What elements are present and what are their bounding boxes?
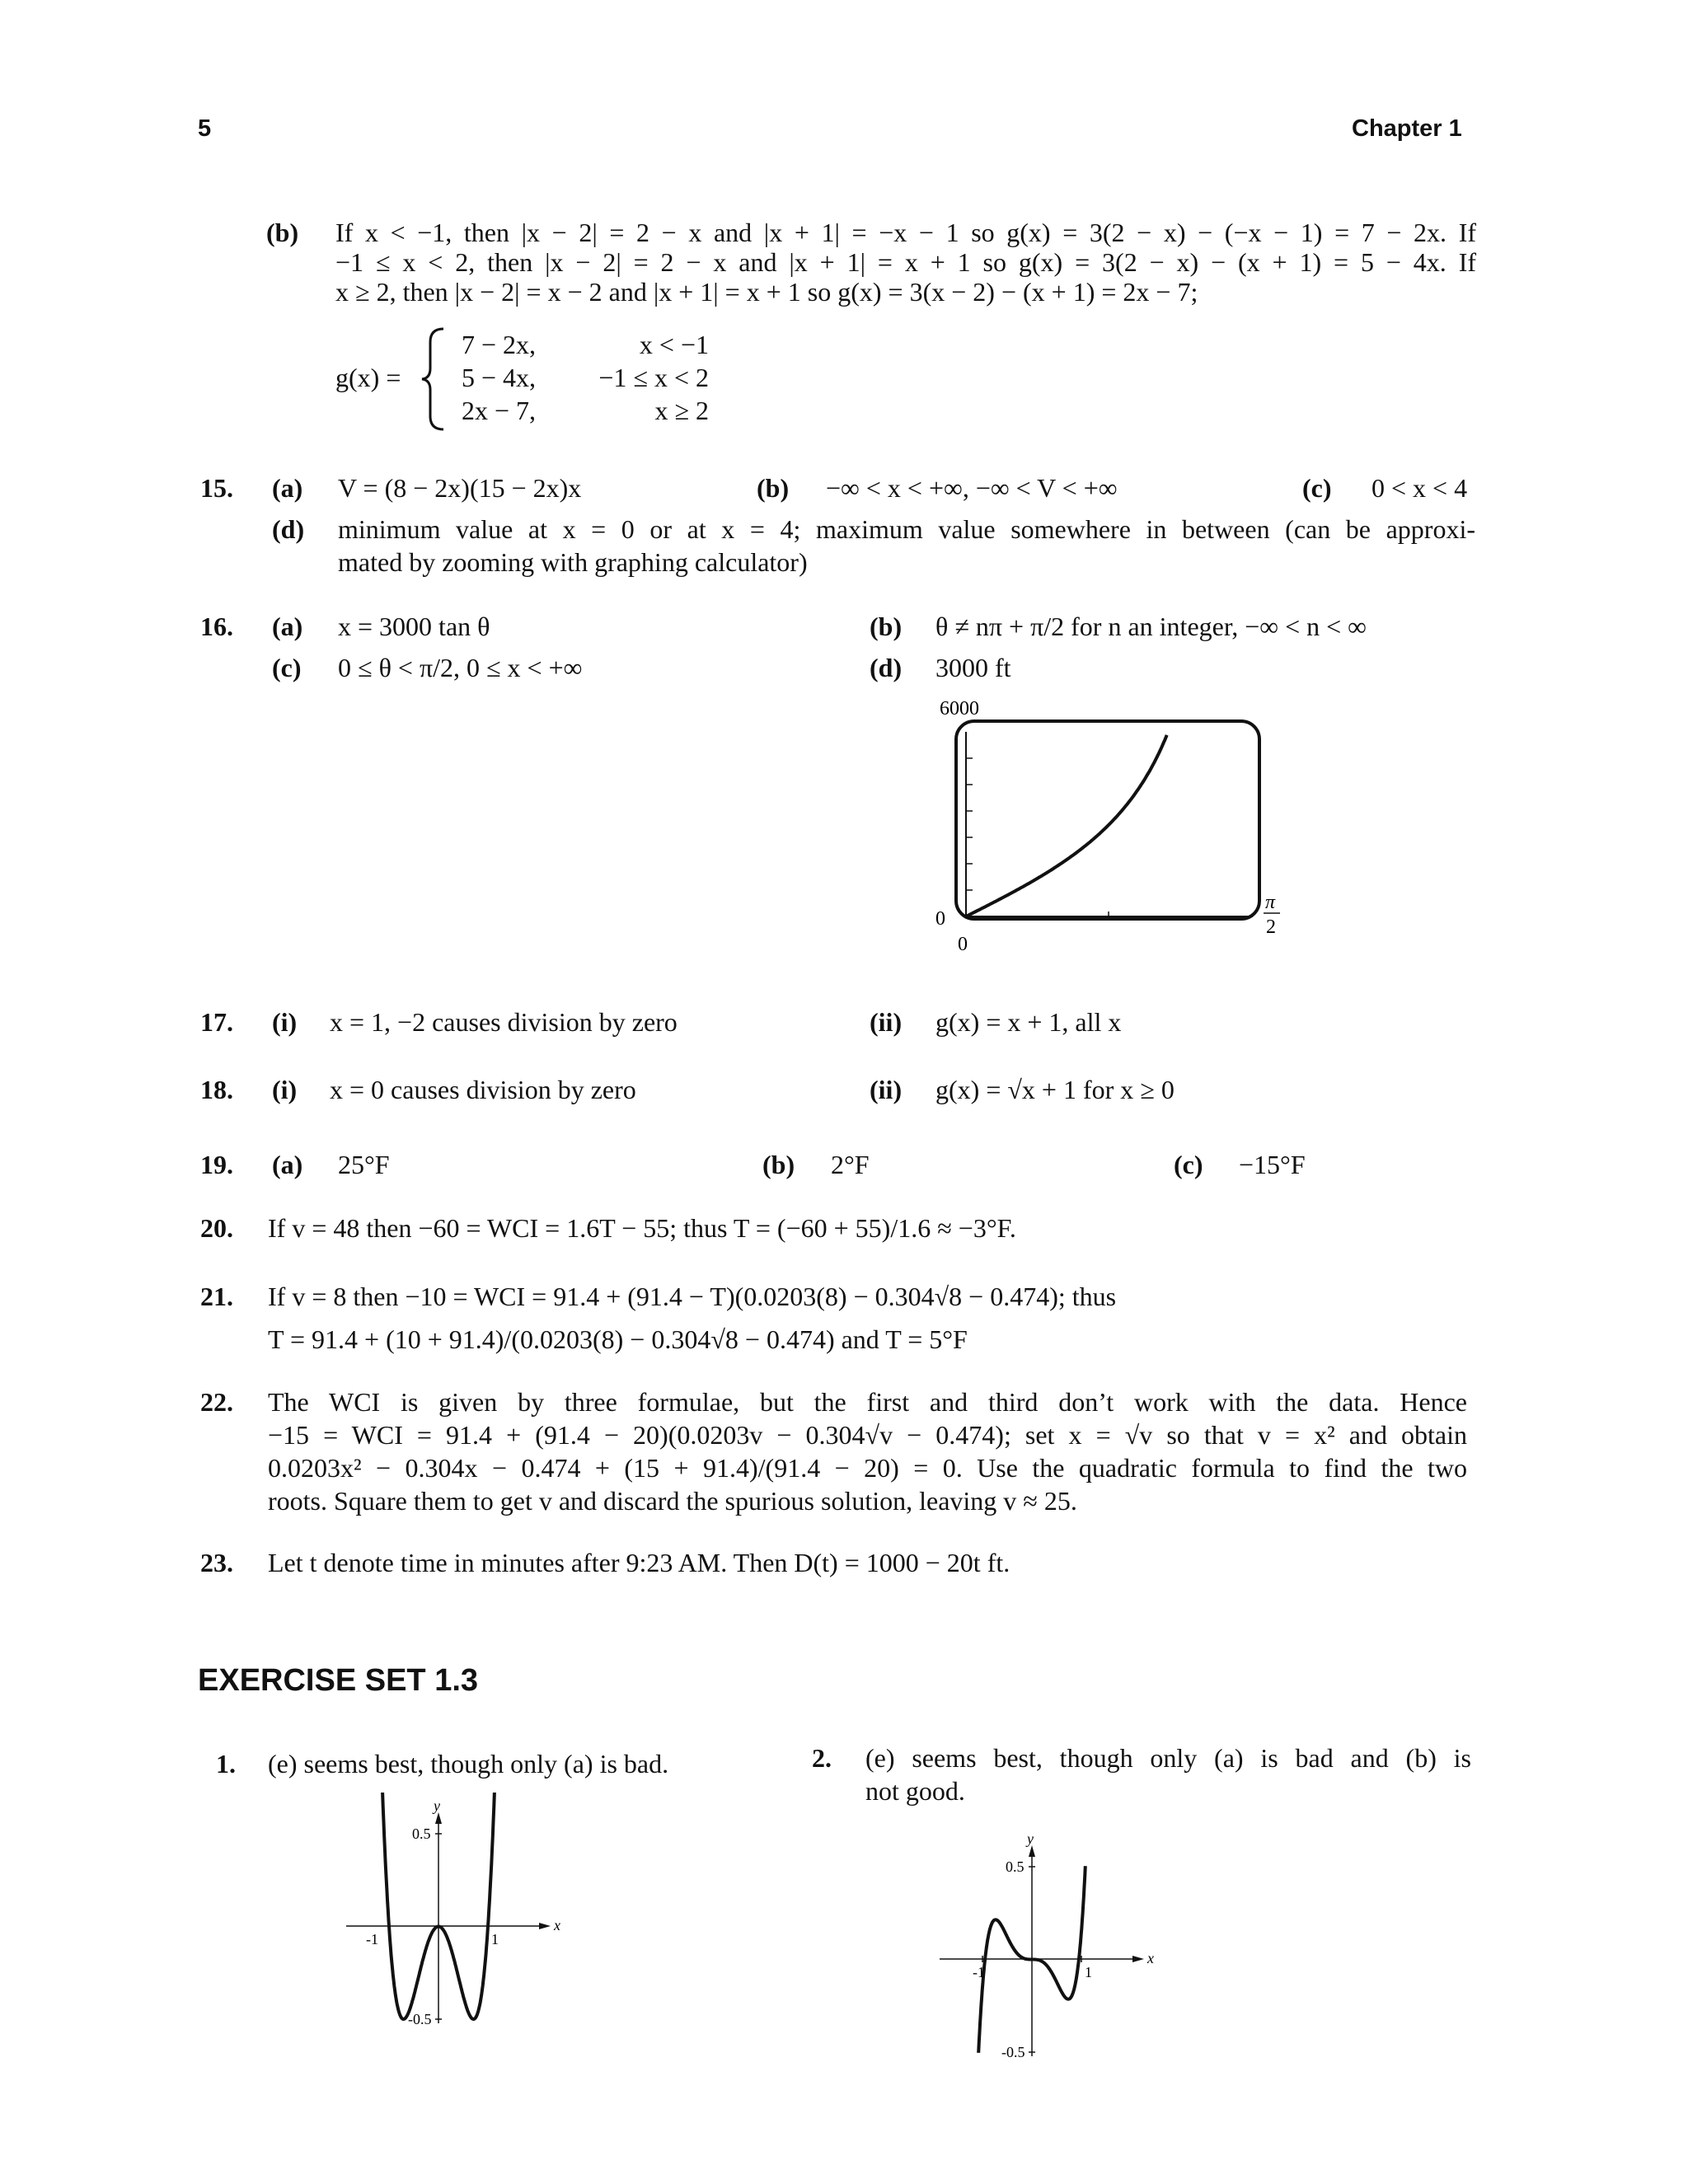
item23-text: Let t denote time in minutes after 9:23 AM. Then D(t) = 1000 − 20t ft. <box>268 1548 1010 1577</box>
item17-number: 17. <box>200 1007 233 1037</box>
item16-a-label: (a) <box>272 612 303 641</box>
item15-d-line-1: minimum value at x = 0 or at x = 4; maximum value somewhere in between (can be approxi- <box>338 514 1475 544</box>
item20-text: If v = 48 then −60 = WCI = 1.6T − 55; thus T = (−60 + 55)/1.6 ≈ −3°F. <box>268 1213 1016 1243</box>
item17-i-text: x = 1, −2 causes division by zero <box>330 1007 678 1037</box>
item23-number: 23. <box>200 1548 233 1577</box>
ex1-text: (e) seems best, though only (a) is bad. <box>268 1749 669 1779</box>
case-3-expr: 2x − 7, <box>462 396 537 425</box>
item19-a-text: 25°F <box>338 1150 390 1179</box>
item17-ii-text: g(x) = x + 1, all x <box>935 1007 1122 1037</box>
item16-d-label: (d) <box>870 653 903 682</box>
case-2-expr: 5 − 4x, <box>462 363 537 392</box>
ex2-y-label: y <box>1027 1830 1034 1847</box>
item14b-line-1: If x < −1, then |x − 2| = 2 − x and |x + 1| = −x − 1 so g(x) = 3(2 − x) − (−x − 1) = 7 − 2x. If <box>335 218 1476 247</box>
item18-i-text: x = 0 causes division by zero <box>330 1075 636 1104</box>
item16-b-text: θ ≠ nπ + π/2 for n an integer, −∞ < n < ∞ <box>935 612 1367 641</box>
item19-number: 19. <box>200 1150 233 1179</box>
item22-line-2: −15 = WCI = 91.4 + (91.4 − 20)(0.0203v − 0.304√v − 0.474); set x = √v so that v = x² and obtain <box>268 1420 1467 1450</box>
chapter-header: Chapter 1 <box>1352 115 1462 142</box>
item19-b-text: 2°F <box>831 1150 870 1179</box>
ex1-ybot-label: -0.5 <box>408 2011 432 2027</box>
ex1-xleft-label: -1 <box>366 1931 378 1947</box>
item15-d-label: (d) <box>272 514 305 544</box>
item20-number: 20. <box>200 1213 233 1243</box>
item21-line-1: If v = 8 then −10 = WCI = 91.4 + (91.4 − T)(0.0203(8) − 0.304√8 − 0.474); thus <box>268 1282 1117 1311</box>
item16-a-text: x = 3000 tan θ <box>338 612 490 641</box>
ex1-x-arrow <box>539 1923 551 1929</box>
case-1-cond: x < −1 <box>639 330 709 359</box>
graph16-x-zero: 0 <box>958 934 968 955</box>
item22-number: 22. <box>200 1387 233 1417</box>
item15-b-label: (b) <box>757 473 790 503</box>
item15-c-label: (c) <box>1302 473 1332 503</box>
section-title: EXERCISE SET 1.3 <box>198 1663 479 1698</box>
ex2-ytop-label: 0.5 <box>1006 1858 1025 1875</box>
ex1-y-arrow <box>435 1812 442 1824</box>
item21-line-2: T = 91.4 + (10 + 91.4)/(0.0203(8) − 0.304√8 − 0.474) and T = 5°F <box>268 1324 968 1354</box>
ex1-y-label: y <box>434 1797 440 1814</box>
graph16-x-right-den: 2 <box>1266 916 1276 938</box>
item16-b-label: (b) <box>870 612 903 641</box>
item18-ii-text: g(x) = √x + 1 for x ≥ 0 <box>935 1075 1175 1104</box>
item18-i-label: (i) <box>272 1075 298 1104</box>
ex2-xright-label: 1 <box>1085 1964 1092 1980</box>
item14b-line-2: −1 ≤ x < 2, then |x − 2| = 2 − x and |x + 1| = x + 1 so g(x) = 3(2 − x) − (x + 1) = 5 − 4x. If <box>335 247 1476 277</box>
item16-graph <box>923 692 1294 964</box>
item19-c-label: (c) <box>1174 1150 1203 1179</box>
graph16-frame <box>956 721 1259 919</box>
piecewise-brace <box>419 326 448 433</box>
item15-a-label: (a) <box>272 473 303 503</box>
ex2-ybot-label: -0.5 <box>1001 2044 1025 2060</box>
graph16-curve <box>966 735 1167 916</box>
ex2-x-label: x <box>1147 1950 1154 1966</box>
ex2-line-1: (e) seems best, though only (a) is bad and (b) is <box>865 1743 1471 1773</box>
item18-number: 18. <box>200 1075 233 1104</box>
ex2-line-2: not good. <box>865 1776 965 1806</box>
item19-b-label: (b) <box>762 1150 795 1179</box>
graph16-y-zero: 0 <box>935 908 945 930</box>
item16-d-text: 3000 ft <box>935 653 1011 682</box>
item22-line-4: roots. Square them to get v and discard the spurious solution, leaving v ≈ 25. <box>268 1486 1077 1516</box>
ex2-x-arrow <box>1132 1956 1144 1962</box>
item17-i-label: (i) <box>272 1007 298 1037</box>
page-number: 5 <box>198 115 212 142</box>
item19-c-text: −15°F <box>1239 1150 1306 1179</box>
graph16-ytop-label: 6000 <box>940 698 979 719</box>
ex2-xleft-label: -1 <box>973 1964 985 1980</box>
item22-line-3: 0.0203x² − 0.304x − 0.474 + (15 + 91.4)/(91.4 − 20) = 0. Use the quadratic formula to find the two <box>268 1453 1467 1483</box>
item16-c-text: 0 ≤ θ < π/2, 0 ≤ x < +∞ <box>338 653 583 682</box>
item15-b-text: −∞ < x < +∞, −∞ < V < +∞ <box>826 473 1118 503</box>
ex2-number: 2. <box>812 1743 832 1773</box>
ex1-xright-label: 1 <box>491 1931 499 1947</box>
case-3-cond: x ≥ 2 <box>654 396 709 425</box>
ex1-x-label: x <box>554 1917 560 1933</box>
item14b-line-3: x ≥ 2, then |x − 2| = x − 2 and |x + 1| = x + 1 so g(x) = 3(x − 2) − (x + 1) = 2x − 7; <box>335 277 1198 307</box>
item16-number: 16. <box>200 612 233 641</box>
item15-number: 15. <box>200 473 233 503</box>
item22-line-1: The WCI is given by three formulae, but the first and third don’t work with the data. Hence <box>268 1387 1467 1417</box>
ex2-y-arrow <box>1029 1845 1035 1857</box>
item16-c-label: (c) <box>272 653 302 682</box>
case-1-expr: 7 − 2x, <box>462 330 537 359</box>
item15-a-text: V = (8 − 2x)(15 − 2x)x <box>338 473 582 503</box>
item21-number: 21. <box>200 1282 233 1311</box>
item19-a-label: (a) <box>272 1150 303 1179</box>
ex1-graph <box>330 1793 593 2040</box>
ex1-ytop-label: 0.5 <box>412 1825 431 1842</box>
ex1-number: 1. <box>216 1749 236 1779</box>
piecewise-lhs: g(x) = <box>335 363 401 392</box>
item14b-label: (b) <box>266 218 299 247</box>
graph16-y-ticks <box>966 758 973 890</box>
item18-ii-label: (ii) <box>870 1075 903 1104</box>
graph16-x-right-num: π <box>1265 892 1276 913</box>
item15-c-text: 0 < x < 4 <box>1372 473 1468 503</box>
case-2-cond: −1 ≤ x < 2 <box>598 363 709 392</box>
item15-d-line-2: mated by zooming with graphing calculator) <box>338 547 808 577</box>
item17-ii-label: (ii) <box>870 1007 903 1037</box>
ex2-graph <box>923 1825 1187 2077</box>
